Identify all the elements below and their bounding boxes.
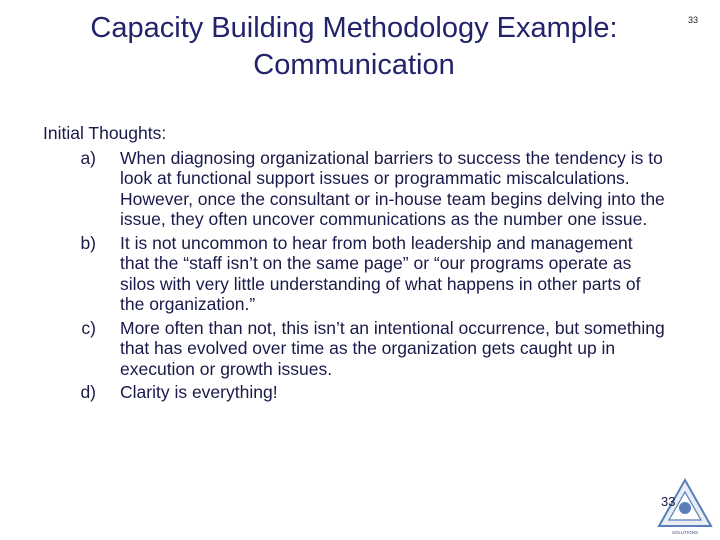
list-item-text: Clarity is everything!	[120, 382, 278, 402]
page-number-bottom: 33	[661, 494, 676, 509]
page-number-top: 33	[687, 15, 698, 25]
logo-text: SOLUTIONS	[671, 530, 699, 535]
list-item-text: More often than not, this isn’t an intentional occurrence, but something that has evolved over time as the organization gets caught up in execution or growth issues.	[120, 317, 665, 379]
list-item-text: When diagnosing organizational barriers to success the tendency is to look at functional support issues or programmatic miscalculations. However, once the consultant or in-house team begins delving into the issue, they often uncover communications as the number one issue.	[120, 147, 665, 229]
list-marker: a)	[80, 147, 96, 168]
slide-title	[40, 10, 668, 84]
list-item-text: It is not uncommon to hear from both leadership and management that the “staff isn’t on the same page” or “our programs operate as silos with very little understanding of what happens in other parts of the organization.”	[120, 232, 641, 314]
slide-body	[43, 123, 683, 406]
title-line-1: Capacity Building Methodology Example:	[90, 12, 618, 44]
title-line-2: Communication	[253, 49, 455, 81]
list-marker: b)	[80, 232, 96, 253]
lead-text: Initial Thoughts:	[43, 123, 167, 143]
list-item	[43, 233, 683, 315]
list-item	[43, 148, 683, 230]
list-marker: c)	[81, 317, 96, 338]
list-item	[43, 318, 683, 380]
list-item	[43, 382, 683, 403]
list-marker: d)	[80, 382, 96, 402]
